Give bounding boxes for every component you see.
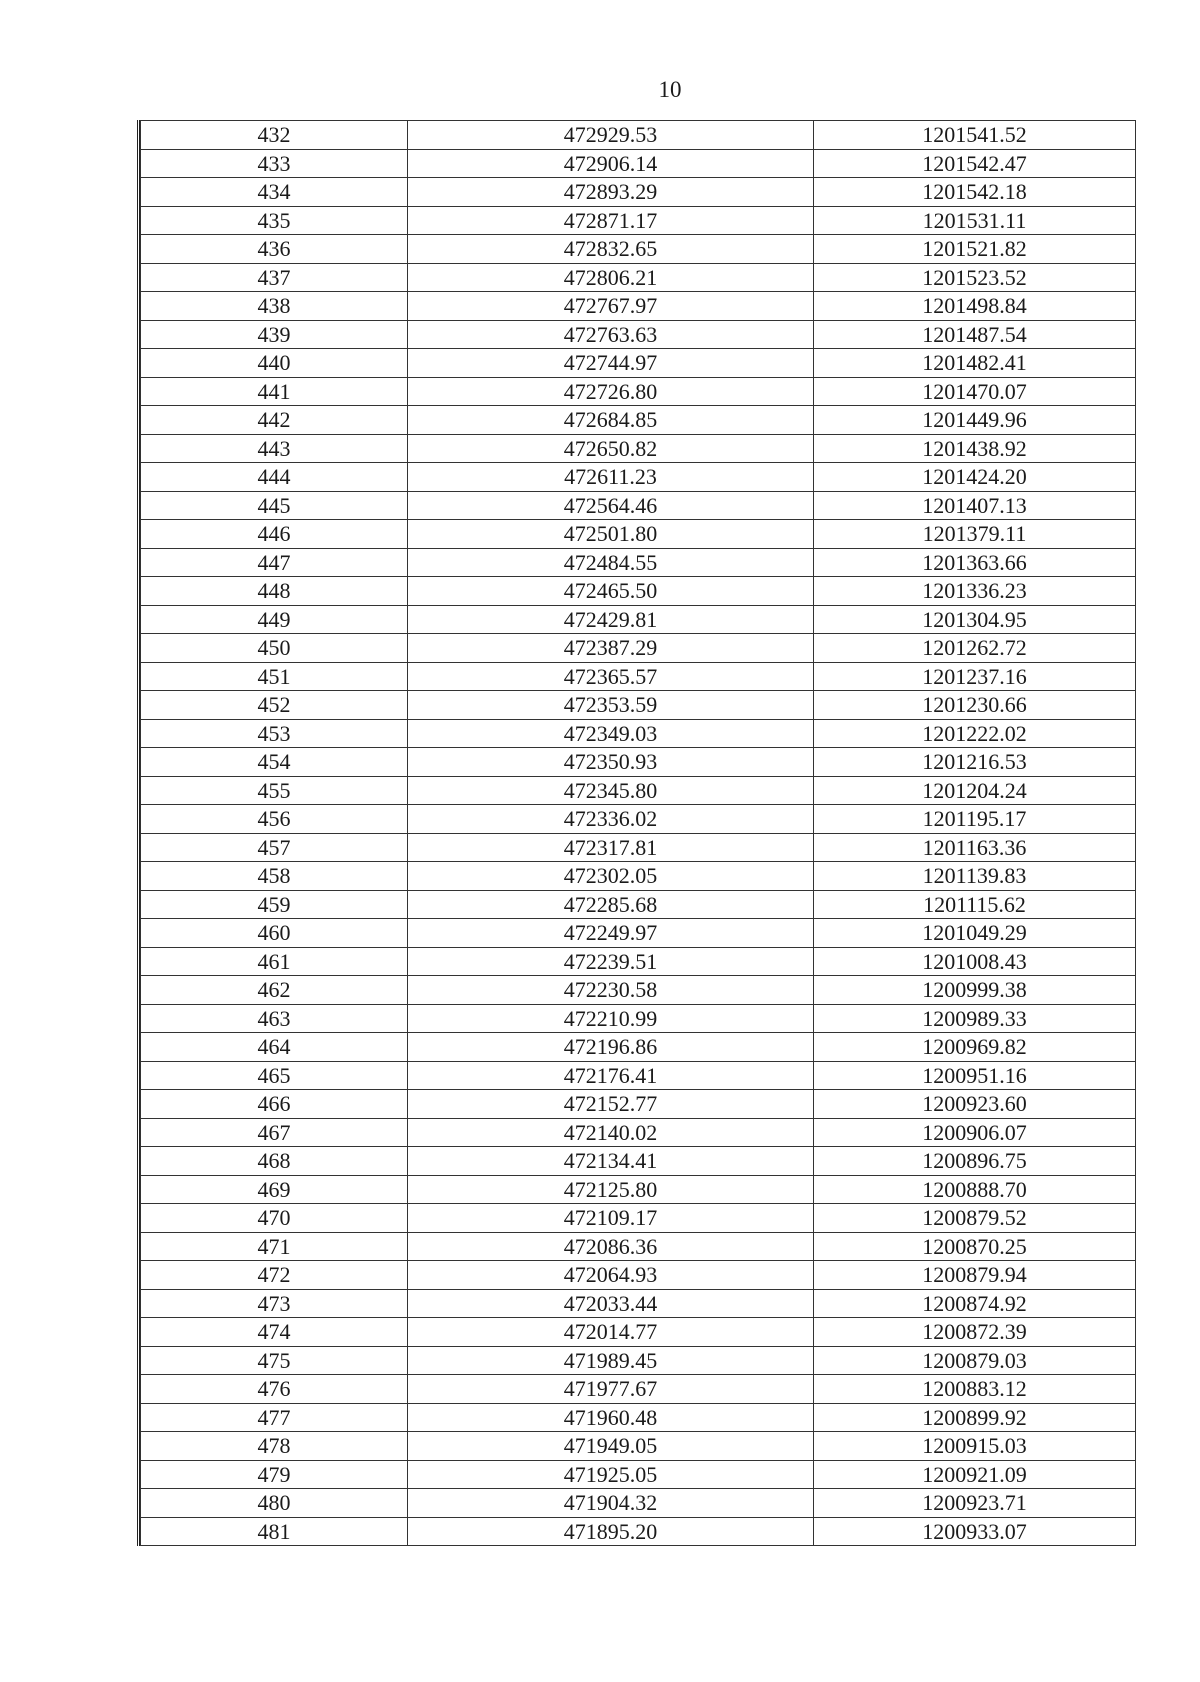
table-row xyxy=(141,577,1136,606)
table-row xyxy=(141,890,1136,919)
x-coordinate-cell: 472230.58 xyxy=(408,976,814,1005)
point-number-cell: 440 xyxy=(141,349,408,378)
point-number-cell: 437 xyxy=(141,263,408,292)
y-coordinate-cell: 1201438.92 xyxy=(814,434,1136,463)
table-row xyxy=(141,691,1136,720)
x-coordinate-cell: 471977.67 xyxy=(408,1375,814,1404)
point-number-cell: 467 xyxy=(141,1118,408,1147)
table-row xyxy=(141,520,1136,549)
table-row xyxy=(141,463,1136,492)
point-number-cell: 456 xyxy=(141,805,408,834)
point-number-cell: 477 xyxy=(141,1403,408,1432)
x-coordinate-cell: 472152.77 xyxy=(408,1090,814,1119)
table-row xyxy=(141,605,1136,634)
y-coordinate-cell: 1200915.03 xyxy=(814,1432,1136,1461)
table-row xyxy=(141,1318,1136,1347)
point-number-cell: 436 xyxy=(141,235,408,264)
y-coordinate-cell: 1201531.11 xyxy=(814,206,1136,235)
y-coordinate-cell: 1201449.96 xyxy=(814,406,1136,435)
y-coordinate-cell: 1201222.02 xyxy=(814,719,1136,748)
table-row xyxy=(141,833,1136,862)
x-coordinate-cell: 472196.86 xyxy=(408,1033,814,1062)
point-number-cell: 454 xyxy=(141,748,408,777)
x-coordinate-cell: 472350.93 xyxy=(408,748,814,777)
y-coordinate-cell: 1201262.72 xyxy=(814,634,1136,663)
x-coordinate-cell: 472086.36 xyxy=(408,1232,814,1261)
point-number-cell: 445 xyxy=(141,491,408,520)
point-number-cell: 459 xyxy=(141,890,408,919)
point-number-cell: 472 xyxy=(141,1261,408,1290)
point-number-cell: 466 xyxy=(141,1090,408,1119)
table-row xyxy=(141,1432,1136,1461)
point-number-cell: 452 xyxy=(141,691,408,720)
point-number-cell: 442 xyxy=(141,406,408,435)
point-number-cell: 461 xyxy=(141,947,408,976)
x-coordinate-cell: 472349.03 xyxy=(408,719,814,748)
y-coordinate-cell: 1201424.20 xyxy=(814,463,1136,492)
x-coordinate-cell: 472906.14 xyxy=(408,149,814,178)
table-row xyxy=(141,292,1136,321)
table-row xyxy=(141,1375,1136,1404)
point-number-cell: 435 xyxy=(141,206,408,235)
y-coordinate-cell: 1200896.75 xyxy=(814,1147,1136,1176)
x-coordinate-cell: 472125.80 xyxy=(408,1175,814,1204)
point-number-cell: 474 xyxy=(141,1318,408,1347)
point-number-cell: 448 xyxy=(141,577,408,606)
coordinates-table xyxy=(140,120,1136,1546)
point-number-cell: 433 xyxy=(141,149,408,178)
y-coordinate-cell: 1200923.71 xyxy=(814,1489,1136,1518)
x-coordinate-cell: 472014.77 xyxy=(408,1318,814,1347)
x-coordinate-cell: 472365.57 xyxy=(408,662,814,691)
table-row xyxy=(141,634,1136,663)
x-coordinate-cell: 472109.17 xyxy=(408,1204,814,1233)
table-row xyxy=(141,349,1136,378)
table-row xyxy=(141,149,1136,178)
x-coordinate-cell: 472176.41 xyxy=(408,1061,814,1090)
point-number-cell: 464 xyxy=(141,1033,408,1062)
y-coordinate-cell: 1200899.92 xyxy=(814,1403,1136,1432)
table-row xyxy=(141,947,1136,976)
table-row xyxy=(141,1118,1136,1147)
x-coordinate-cell: 472302.05 xyxy=(408,862,814,891)
x-coordinate-cell: 472134.41 xyxy=(408,1147,814,1176)
table-row xyxy=(141,1061,1136,1090)
x-coordinate-cell: 471895.20 xyxy=(408,1517,814,1546)
table-row xyxy=(141,1004,1136,1033)
point-number-cell: 444 xyxy=(141,463,408,492)
point-number-cell: 439 xyxy=(141,320,408,349)
x-coordinate-cell: 472210.99 xyxy=(408,1004,814,1033)
y-coordinate-cell: 1201523.52 xyxy=(814,263,1136,292)
point-number-cell: 475 xyxy=(141,1346,408,1375)
y-coordinate-cell: 1201407.13 xyxy=(814,491,1136,520)
table-row xyxy=(141,1489,1136,1518)
point-number-cell: 462 xyxy=(141,976,408,1005)
y-coordinate-cell: 1200883.12 xyxy=(814,1375,1136,1404)
x-coordinate-cell: 472429.81 xyxy=(408,605,814,634)
y-coordinate-cell: 1201049.29 xyxy=(814,919,1136,948)
y-coordinate-cell: 1200969.82 xyxy=(814,1033,1136,1062)
y-coordinate-cell: 1200879.03 xyxy=(814,1346,1136,1375)
x-coordinate-cell: 472806.21 xyxy=(408,263,814,292)
x-coordinate-cell: 472564.46 xyxy=(408,491,814,520)
point-number-cell: 476 xyxy=(141,1375,408,1404)
point-number-cell: 446 xyxy=(141,520,408,549)
table-row xyxy=(141,406,1136,435)
x-coordinate-cell: 472929.53 xyxy=(408,121,814,150)
x-coordinate-cell: 472893.29 xyxy=(408,178,814,207)
table-row xyxy=(141,434,1136,463)
y-coordinate-cell: 1200874.92 xyxy=(814,1289,1136,1318)
y-coordinate-cell: 1201008.43 xyxy=(814,947,1136,976)
y-coordinate-cell: 1200933.07 xyxy=(814,1517,1136,1546)
x-coordinate-cell: 471904.32 xyxy=(408,1489,814,1518)
y-coordinate-cell: 1201204.24 xyxy=(814,776,1136,805)
y-coordinate-cell: 1200879.94 xyxy=(814,1261,1136,1290)
table-row xyxy=(141,235,1136,264)
point-number-cell: 458 xyxy=(141,862,408,891)
y-coordinate-cell: 1201498.84 xyxy=(814,292,1136,321)
point-number-cell: 455 xyxy=(141,776,408,805)
point-number-cell: 434 xyxy=(141,178,408,207)
point-number-cell: 468 xyxy=(141,1147,408,1176)
x-coordinate-cell: 472832.65 xyxy=(408,235,814,264)
x-coordinate-cell: 472871.17 xyxy=(408,206,814,235)
table-row xyxy=(141,1147,1136,1176)
y-coordinate-cell: 1201336.23 xyxy=(814,577,1136,606)
x-coordinate-cell: 472465.50 xyxy=(408,577,814,606)
y-coordinate-cell: 1201230.66 xyxy=(814,691,1136,720)
x-coordinate-cell: 471960.48 xyxy=(408,1403,814,1432)
table-row xyxy=(141,919,1136,948)
table-row xyxy=(141,1261,1136,1290)
table-row xyxy=(141,1346,1136,1375)
table-row xyxy=(141,121,1136,150)
point-number-cell: 432 xyxy=(141,121,408,150)
x-coordinate-cell: 472484.55 xyxy=(408,548,814,577)
point-number-cell: 469 xyxy=(141,1175,408,1204)
table-row xyxy=(141,748,1136,777)
point-number-cell: 480 xyxy=(141,1489,408,1518)
y-coordinate-cell: 1200923.60 xyxy=(814,1090,1136,1119)
x-coordinate-cell: 472744.97 xyxy=(408,349,814,378)
y-coordinate-cell: 1200888.70 xyxy=(814,1175,1136,1204)
x-coordinate-cell: 472767.97 xyxy=(408,292,814,321)
y-coordinate-cell: 1200879.52 xyxy=(814,1204,1136,1233)
table-row xyxy=(141,976,1136,1005)
table-row xyxy=(141,377,1136,406)
table-row xyxy=(141,805,1136,834)
y-coordinate-cell: 1201139.83 xyxy=(814,862,1136,891)
x-coordinate-cell: 472239.51 xyxy=(408,947,814,976)
y-coordinate-cell: 1200921.09 xyxy=(814,1460,1136,1489)
y-coordinate-cell: 1201482.41 xyxy=(814,349,1136,378)
y-coordinate-cell: 1201541.52 xyxy=(814,121,1136,150)
x-coordinate-cell: 472611.23 xyxy=(408,463,814,492)
y-coordinate-cell: 1200989.33 xyxy=(814,1004,1136,1033)
table-row xyxy=(141,862,1136,891)
x-coordinate-cell: 472353.59 xyxy=(408,691,814,720)
table-row xyxy=(141,662,1136,691)
y-coordinate-cell: 1200906.07 xyxy=(814,1118,1136,1147)
x-coordinate-cell: 472726.80 xyxy=(408,377,814,406)
y-coordinate-cell: 1200872.39 xyxy=(814,1318,1136,1347)
y-coordinate-cell: 1201163.36 xyxy=(814,833,1136,862)
x-coordinate-cell: 472140.02 xyxy=(408,1118,814,1147)
table-row xyxy=(141,1033,1136,1062)
table-row xyxy=(141,719,1136,748)
y-coordinate-cell: 1201237.16 xyxy=(814,662,1136,691)
point-number-cell: 438 xyxy=(141,292,408,321)
x-coordinate-cell: 472064.93 xyxy=(408,1261,814,1290)
point-number-cell: 449 xyxy=(141,605,408,634)
table-row xyxy=(141,1517,1136,1546)
coordinates-table-container xyxy=(137,120,1138,1546)
point-number-cell: 450 xyxy=(141,634,408,663)
point-number-cell: 481 xyxy=(141,1517,408,1546)
table-row xyxy=(141,320,1136,349)
point-number-cell: 471 xyxy=(141,1232,408,1261)
y-coordinate-cell: 1200870.25 xyxy=(814,1232,1136,1261)
y-coordinate-cell: 1201216.53 xyxy=(814,748,1136,777)
table-row xyxy=(141,1175,1136,1204)
table-row xyxy=(141,263,1136,292)
x-coordinate-cell: 471989.45 xyxy=(408,1346,814,1375)
x-coordinate-cell: 472285.68 xyxy=(408,890,814,919)
y-coordinate-cell: 1201379.11 xyxy=(814,520,1136,549)
point-number-cell: 479 xyxy=(141,1460,408,1489)
y-coordinate-cell: 1201542.18 xyxy=(814,178,1136,207)
x-coordinate-cell: 472033.44 xyxy=(408,1289,814,1318)
x-coordinate-cell: 472387.29 xyxy=(408,634,814,663)
y-coordinate-cell: 1201542.47 xyxy=(814,149,1136,178)
table-row xyxy=(141,1204,1136,1233)
point-number-cell: 451 xyxy=(141,662,408,691)
table-row xyxy=(141,1403,1136,1432)
x-coordinate-cell: 472249.97 xyxy=(408,919,814,948)
y-coordinate-cell: 1200999.38 xyxy=(814,976,1136,1005)
table-row xyxy=(141,776,1136,805)
table-row xyxy=(141,1232,1136,1261)
coordinates-table-body xyxy=(141,121,1136,1546)
y-coordinate-cell: 1201470.07 xyxy=(814,377,1136,406)
point-number-cell: 460 xyxy=(141,919,408,948)
table-row xyxy=(141,178,1136,207)
point-number-cell: 473 xyxy=(141,1289,408,1318)
x-coordinate-cell: 472650.82 xyxy=(408,434,814,463)
y-coordinate-cell: 1201521.82 xyxy=(814,235,1136,264)
point-number-cell: 470 xyxy=(141,1204,408,1233)
x-coordinate-cell: 471949.05 xyxy=(408,1432,814,1461)
x-coordinate-cell: 472345.80 xyxy=(408,776,814,805)
point-number-cell: 441 xyxy=(141,377,408,406)
point-number-cell: 457 xyxy=(141,833,408,862)
page-number: 10 xyxy=(658,77,682,102)
point-number-cell: 465 xyxy=(141,1061,408,1090)
point-number-cell: 443 xyxy=(141,434,408,463)
y-coordinate-cell: 1201195.17 xyxy=(814,805,1136,834)
table-row xyxy=(141,1289,1136,1318)
point-number-cell: 453 xyxy=(141,719,408,748)
x-coordinate-cell: 472317.81 xyxy=(408,833,814,862)
table-row xyxy=(141,1090,1136,1119)
y-coordinate-cell: 1201363.66 xyxy=(814,548,1136,577)
point-number-cell: 463 xyxy=(141,1004,408,1033)
table-row xyxy=(141,491,1136,520)
x-coordinate-cell: 472763.63 xyxy=(408,320,814,349)
y-coordinate-cell: 1200951.16 xyxy=(814,1061,1136,1090)
table-row xyxy=(141,1460,1136,1489)
x-coordinate-cell: 471925.05 xyxy=(408,1460,814,1489)
x-coordinate-cell: 472501.80 xyxy=(408,520,814,549)
table-row xyxy=(141,548,1136,577)
point-number-cell: 447 xyxy=(141,548,408,577)
point-number-cell: 478 xyxy=(141,1432,408,1461)
table-row xyxy=(141,206,1136,235)
y-coordinate-cell: 1201487.54 xyxy=(814,320,1136,349)
y-coordinate-cell: 1201115.62 xyxy=(814,890,1136,919)
y-coordinate-cell: 1201304.95 xyxy=(814,605,1136,634)
x-coordinate-cell: 472684.85 xyxy=(408,406,814,435)
x-coordinate-cell: 472336.02 xyxy=(408,805,814,834)
